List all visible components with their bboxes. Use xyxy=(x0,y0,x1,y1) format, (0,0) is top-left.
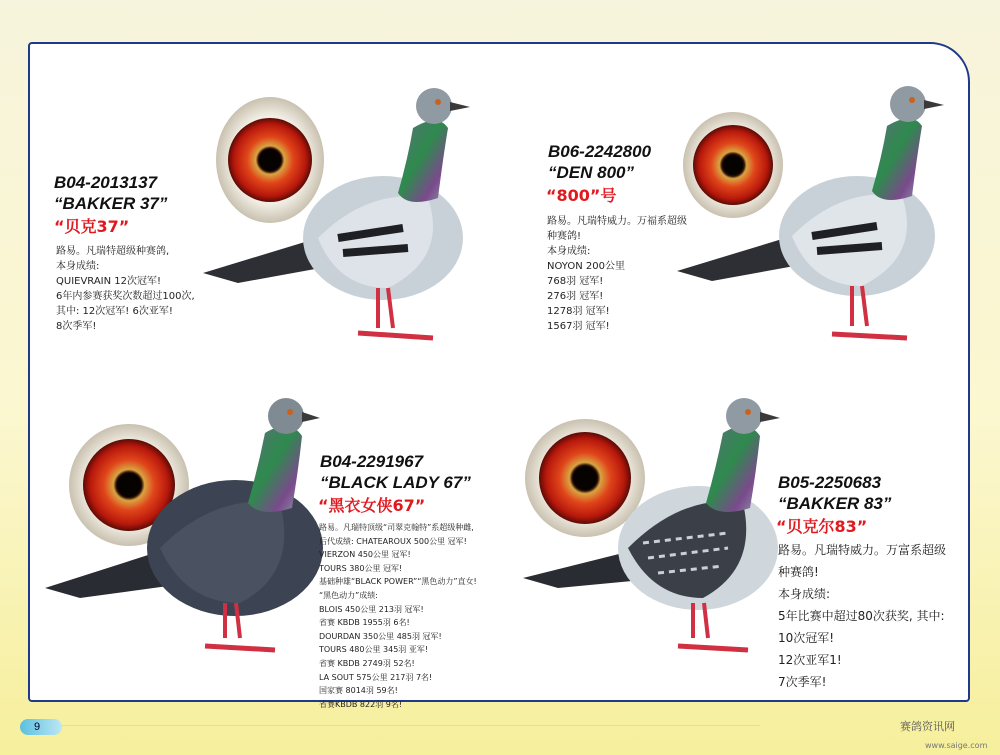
page-number: 9 xyxy=(20,719,62,735)
detail-line: 省赛KBDB 822羽 9名! xyxy=(319,699,403,709)
detail-line: 路易。凡瑞特威力。万富系超级 xyxy=(778,543,947,557)
pigeon-3-ring: B04-2291967 xyxy=(320,452,424,471)
pigeon-photo-1 xyxy=(198,88,478,348)
pigeon-4-name: “BAKKER 83” xyxy=(778,494,892,513)
pigeon-2-name: “DEN 800” xyxy=(548,163,634,182)
detail-line: 种赛鸽! xyxy=(778,565,819,579)
detail-line: 1278羽 冠军! xyxy=(547,306,610,317)
pigeon-photo-2 xyxy=(672,86,952,351)
detail-line: 10次冠军! xyxy=(778,631,835,645)
pigeon-2-details xyxy=(547,214,687,334)
detail-line: 其中: 12次冠军! 6次亚军! xyxy=(56,306,173,317)
detail-line: QUIEVRAIN 12次冠军! xyxy=(56,276,162,287)
detail-line: “黑色动力”成绩: xyxy=(319,590,378,600)
detail-line: 12次亚军1! xyxy=(778,653,842,667)
detail-line: 本身成绩: xyxy=(56,261,100,272)
pigeon-photo-4 xyxy=(518,398,788,663)
detail-line: TOURS 380公里 冠军! xyxy=(319,563,403,573)
detail-line: 省赛 KBDB 1955羽 6名! xyxy=(319,618,410,628)
detail-line: 276羽 冠军! xyxy=(547,291,604,302)
detail-line: 国家赛 8014羽 59名! xyxy=(319,686,398,696)
pigeon-4-details xyxy=(778,539,946,693)
detail-line: NOYON 200公里 xyxy=(547,261,625,272)
pigeon-4-cn-name: “贝克尔83” xyxy=(776,517,868,536)
pigeon-3-cn-name: “黑衣女侠67” xyxy=(318,496,426,515)
pigeon-1-ring: B04-2013137 xyxy=(54,173,158,192)
detail-line: LA SOUT 575公里 217羽 7名! xyxy=(319,672,433,682)
detail-line: 路易。凡瑞特威力。万福系超级 xyxy=(547,216,687,227)
detail-line: 8次季军! xyxy=(56,321,97,332)
detail-line: 路易。凡瑞特超级种赛鸽, xyxy=(56,246,170,257)
detail-line: 种赛鸽! xyxy=(547,231,582,242)
site-url: www.saige.com xyxy=(925,741,988,750)
pigeon-2-ring: B06-2242800 xyxy=(548,142,652,161)
site-watermark: 赛鸽资讯网 xyxy=(900,720,955,733)
pigeon-1-name: “BAKKER 37” xyxy=(54,194,168,213)
detail-line: 1567羽 冠军! xyxy=(547,321,610,332)
detail-line: 5年比赛中超过80次获奖, 其中: xyxy=(778,609,945,623)
detail-line: 本身成绩: xyxy=(547,246,591,257)
detail-line: 7次季军! xyxy=(778,675,827,689)
detail-line: 768羽 冠军! xyxy=(547,276,604,287)
pigeon-2-cn-name: “800”号 xyxy=(546,186,617,205)
detail-line: BLOIS 450公里 213羽 冠军! xyxy=(319,604,424,614)
detail-line: DOURDAN 350公里 485羽 冠军! xyxy=(319,631,442,641)
detail-line: VIERZON 450公里 冠军! xyxy=(319,550,411,560)
pigeon-1-cn-name: “贝克37” xyxy=(54,217,130,236)
pigeon-photo-3 xyxy=(40,398,330,663)
pigeon-4-ring: B05-2250683 xyxy=(778,473,882,492)
detail-line: 6年内参赛获奖次数超过100次, xyxy=(56,291,195,302)
detail-line: TOURS 480公里 345羽 亚军! xyxy=(319,645,429,655)
detail-line: 基础种雄“BLACK POWER”“黑色动力”直女! xyxy=(319,577,477,587)
detail-line: 本身成绩: xyxy=(778,587,831,601)
footer-divider xyxy=(60,725,760,726)
detail-line: 后代成绩: CHATEAROUX 500公里 冠军! xyxy=(319,536,467,546)
pigeon-3-name: “BLACK LADY 67” xyxy=(320,473,471,492)
detail-line: 省赛 KBDB 2749羽 52名! xyxy=(319,658,415,668)
pigeon-3-details xyxy=(319,521,477,711)
pigeon-1-details xyxy=(56,244,195,334)
detail-line: 路易。凡瑞特顶级“司翠克翰特”系超级种雌, xyxy=(319,523,474,532)
